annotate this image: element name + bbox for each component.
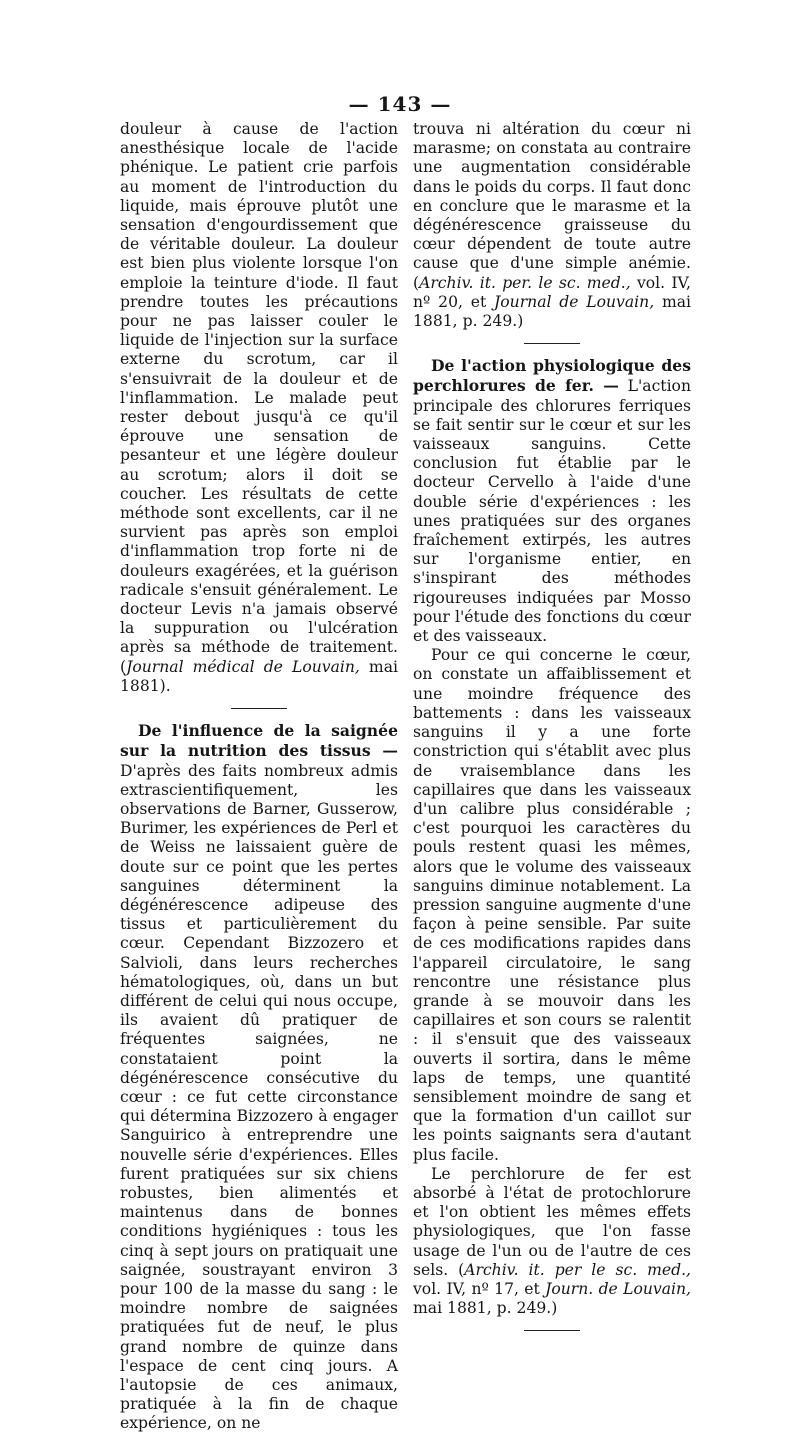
paragraph-perchlorures	[413, 356, 691, 646]
citation-journal-2: Journal de Louvain,	[494, 292, 655, 311]
paragraph-text: L'action principale des chlorures ferriques se fait sentir sur le cœur et sur les vaisseaux sanguins. Cette conclusion fut établie par le docteur Cervello à l'aide d'une double série d'expériences : les unes pratiquées sur des organes fraîchement extirpés, les autres sur l'organisme entier, en s'inspirant des méthodes rigoureuses indiquées par Mosso pour l'étude des fonctions du cœur et des vaisseaux.	[413, 377, 691, 646]
paragraph-text: Pour ce qui concerne le cœur, on constate un affaiblissement et une moindre fréquence des battements : dans les vaisseaux sanguins il y a une forte constriction qui s'établit avec plus de vraisemblance dans les capillaires que dans les vaisseaux d'un calibre plus considérable ; c'est pourquoi les caractères du pouls restent quasi les mêmes, alors que le volume des vaisseaux sanguins diminue notablement. La pression sanguine augmente d'une façon à peine sensible. Par suite de ces modifications rapides dans l'appareil circulatoire, le sang rencontre une résistance plus grande à se mouvoir dans les capillaires et son cours se ralentit : il s'ensuit que des vaisseaux ouverts il sortira, dans le même laps de temps, une quantité sensiblement moindre de sang et que la formation d'un caillot sur les points saignants sera d'autant plus facile.	[413, 646, 691, 1164]
left-column	[120, 120, 398, 1434]
citation-journal: Archiv. it. per. le sc. med.,	[419, 273, 631, 292]
section-heading: De l'action physiologique des perchlorures de fer. —	[413, 356, 691, 396]
end-divider	[524, 1330, 580, 1331]
paragraph-saignee	[120, 721, 398, 1434]
citation-volume: vol. IV, nº 20, et	[413, 273, 691, 311]
section-divider	[524, 343, 580, 344]
paragraph-injection-method	[120, 120, 398, 696]
paragraph-text: D'après des faits nombreux admis extrascientifiquement, les observations de Barner, Gusserow, Burimer, les expériences de Perl et de Weiss ne laissaient guère de doute sur ce point que les pertes sanguines déterminent la dégénérescence adipeuse des tissus et particulièrement du cœur. Cependant Bizzozero et Salvioli, dans leurs recherches hématologiques, où, dans un but différent de celui qui nous occupe, ils avaient dû pratiquer de fréquentes saignées, ne constataient point la dégénérescence consécutive du cœur : ce fut cette circonstance qui détermina Bizzozero à engager Sanguirico à entreprendre une nouvelle série d'expériences. Elles furent pratiquées sur six chiens robustes, bien alimentés et maintenus dans de bonnes conditions hygiéniques : tous les cinq à sept jours on pratiquait une saignée, soustrayant environ 3 pour 100 de la masse du sang : le moindre nombre de saignées pratiquées fut de neuf, le plus grand nombre de quinze dans l'espace de cent cinq jours. A l'autopsie de ces animaux, pratiquée à la fin de chaque expérience, on ne	[120, 761, 398, 1433]
citation-journal-2: Journ. de Louvain,	[545, 1279, 691, 1298]
section-divider	[231, 708, 287, 709]
citation-date: mai 1881, p. 249.)	[413, 1299, 558, 1318]
citation-volume: vol. IV, nº 17, et	[413, 1279, 546, 1298]
page-number: — 143 —	[348, 92, 452, 116]
paragraph-conclusion	[413, 120, 691, 331]
citation-date: mai 1881).	[120, 657, 398, 695]
right-column	[413, 120, 691, 1343]
paragraph-text: trouva ni altération du cœur ni marasme; on constata au contraire une augmentation considérable dans le poids du corps. Il faut donc en conclure que le marasme et la dégénérescence graisseuse du cœur dépendent de toute autre cause que d'une simple anémie. (	[413, 120, 691, 292]
paragraph-text: douleur à cause de l'action anesthésique locale de l'acide phénique. Le patient crie parfois au moment de l'introduction du liquide, mais éprouve plutôt une sensation d'engourdissement que de véritable douleur. La douleur est bien plus violente lorsque l'on emploie la teinture d'iode. Il faut prendre toutes les précautions pour ne pas laisser couler le liquide de l'injection sur la surface externe du scrotum, car il s'ensuivrait de la douleur et de l'inflammation. Le malade peut rester debout jusqu'à ce qu'il éprouve une sensation de pesanteur et une légère douleur au scrotum; alors il doit se coucher. Les résultats de cette méthode sont excellents, car il ne survient pas après son emploi d'inflammation trop forte ni de douleurs exagérées, et la guérison radicale s'ensuit généralement. Le docteur Levis n'a jamais observé la suppuration ou l'ulcération après sa méthode de traitement. (	[120, 120, 398, 676]
section-heading: De l'influence de la saignée sur la nutrition des tissus —	[120, 721, 398, 761]
citation-date: mai 1881, p. 249.)	[413, 292, 692, 331]
paragraph-text: Le perchlorure de fer est absorbé à l'état de protochlorure et l'on obtient les mêmes effets physiologiques, que l'on fasse usage de l'un ou de l'autre de ces sels. (	[413, 1164, 691, 1279]
citation-journal: Archiv. it. per le sc. med.,	[464, 1260, 691, 1279]
citation-journal: Journal médical de Louvain,	[126, 657, 360, 676]
paragraph-coeur	[413, 646, 691, 1164]
paragraph-absorption	[413, 1165, 691, 1319]
